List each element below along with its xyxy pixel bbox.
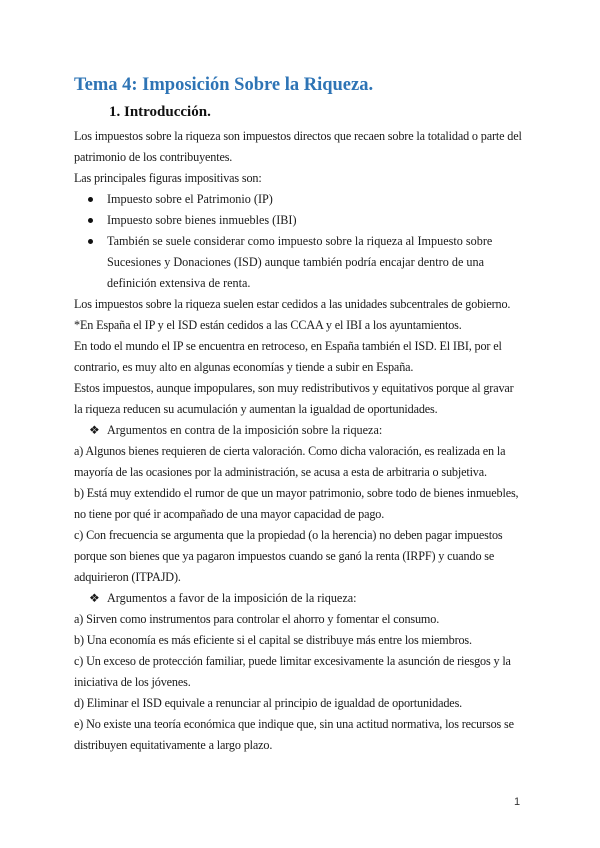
section-heading-introduccion: 1. Introducción. — [109, 104, 211, 120]
against-heading: ❖ Argumentos en contra de la imposición sobre la riqueza: — [74, 420, 522, 441]
favor-heading: ❖ Argumentos a favor de la imposición de la riqueza: — [74, 588, 522, 609]
bullet-icon — [88, 218, 93, 223]
paragraph-trends: En todo el mundo el IP se encuentra en retroceso, en España también el ISD. El IBI, por el contrario, es muy alto en algunas economías y tiende a subir en España. — [74, 339, 502, 374]
document-title: Tema 4: Imposición Sobre la Riqueza. — [74, 75, 374, 95]
favor-item-c: c) Un exceso de protección familiar, puede limitar excesivamente la asunción de riesgos y la iniciativa de los jóvenes. — [74, 654, 511, 689]
tax-figures-list — [74, 189, 522, 294]
list-item: Impuesto sobre el Patrimonio (IP) — [107, 189, 522, 210]
document-page — [74, 72, 522, 756]
bullet-icon — [88, 239, 93, 244]
page-number: 1 — [514, 796, 521, 808]
against-item-a: a) Algunos bienes requieren de cierta valoración. Como dicha valoración, es realizada en la mayoría de las ocasiones por la administración, se acusa a esta de arbitraria o subjetiva. — [74, 444, 506, 479]
paragraph-figures-intro: Las principales figuras impositivas son: — [74, 171, 262, 185]
against-item-c: c) Con frecuencia se argumenta que la propiedad (o la herencia) no deben pagar impuestos porque son bienes que ya pagaron impuestos cuando se ganó la renta (IRPF) y cuando se adquirieron (ITPAJD). — [74, 528, 503, 584]
favor-item-e: e) No existe una teoría económica que indique que, sin una actitud normativa, los recursos se distribuyen equitativamente a largo plazo. — [74, 717, 514, 752]
favor-item-b: b) Una economía es más eficiente si el capital se distribuye más entre los miembros. — [74, 633, 472, 647]
favor-item-d: d) Eliminar el ISD equivale a renunciar al principio de igualdad de oportunidades. — [74, 696, 463, 710]
diamond-bullet-icon: ❖ — [89, 591, 100, 605]
diamond-bullet-icon: ❖ — [89, 423, 100, 437]
bullet-icon — [88, 197, 93, 202]
paragraph-cession: Los impuestos sobre la riqueza suelen estar cedidos a las unidades subcentrales de gobierno. — [74, 297, 511, 311]
favor-item-a: a) Sirven como instrumentos para controlar el ahorro y fomentar el consumo. — [74, 612, 440, 626]
paragraph-spain-note: *En España el IP y el ISD están cedidos a las CCAA y el IBI a los ayuntamientos. — [74, 318, 462, 332]
list-item: También se suele considerar como impuesto sobre la riqueza al Impuesto sobre Sucesiones y Donaciones (ISD) aunque también podría encajar dentro de una definición extensiva de renta. — [107, 231, 522, 294]
against-item-b: b) Está muy extendido el rumor de que un mayor patrimonio, sobre todo de bienes inmuebles, no tiene por qué ir acompañado de una mayor capacidad de pago. — [74, 486, 519, 521]
paragraph-redistributive: Estos impuestos, aunque impopulares, son muy redistributivos y equitativos porque al gravar la riqueza reducen su acumulación y aumentan la igualdad de oportunidades. — [74, 381, 514, 416]
paragraph-definition: Los impuestos sobre la riqueza son impuestos directos que recaen sobre la totalidad o parte del patrimonio de los contribuyentes. — [74, 129, 522, 164]
list-item: Impuesto sobre bienes inmuebles (IBI) — [107, 210, 522, 231]
